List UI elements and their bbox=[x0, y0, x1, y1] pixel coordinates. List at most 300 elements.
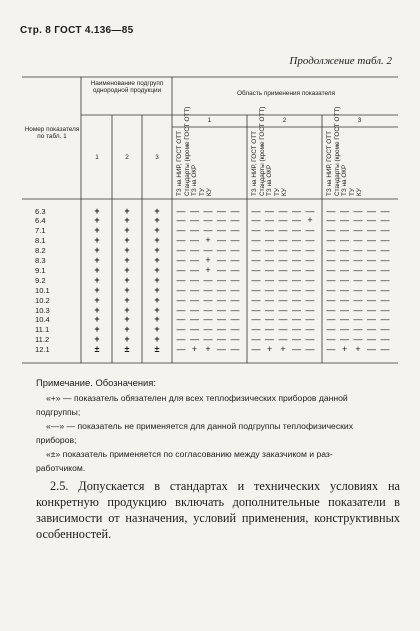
table-continuation-label: Продолжение табл. 2 bbox=[289, 55, 392, 67]
area-mark: — bbox=[340, 334, 349, 345]
area-mark: — bbox=[203, 225, 213, 236]
area-mark: — bbox=[251, 274, 261, 285]
area-mark: — bbox=[367, 264, 376, 275]
area-subcol-2-3: ТЗ на ОКР bbox=[266, 164, 273, 196]
area-subcol-1-1: ТЗ на НИР, ГОСТ ОТТ bbox=[176, 130, 183, 196]
area-mark: — bbox=[367, 215, 376, 226]
area-subcol-3-3: ТЗ на ОКР bbox=[341, 164, 348, 196]
area-subcol-3-1: ТЗ на НИР, ГОСТ ОТТ bbox=[326, 130, 333, 196]
area-mark: — bbox=[190, 284, 199, 295]
area-mark: — bbox=[251, 304, 261, 315]
area-mark: — bbox=[217, 245, 226, 256]
area-mark: — bbox=[176, 274, 186, 285]
area-subcol-2-5: КУ bbox=[281, 188, 288, 196]
row-number: 10.4 bbox=[35, 315, 50, 325]
area-mark: — bbox=[305, 255, 315, 265]
area-mark: — bbox=[265, 334, 274, 345]
area-mark: — bbox=[292, 324, 301, 335]
area-subcol-1-4: ТУ bbox=[198, 188, 206, 196]
area-mark: — bbox=[380, 215, 390, 226]
area-mark: — bbox=[265, 205, 274, 216]
group-mark: + bbox=[124, 245, 130, 256]
area-mark: — bbox=[292, 314, 301, 325]
group-mark: + bbox=[124, 264, 130, 275]
area-mark: — bbox=[230, 235, 240, 246]
area-mark: — bbox=[203, 334, 213, 345]
area-mark: + bbox=[341, 344, 348, 355]
area-mark: — bbox=[353, 334, 363, 345]
area-mark: — bbox=[353, 264, 363, 275]
area-mark: — bbox=[176, 314, 186, 325]
area-mark: — bbox=[367, 294, 376, 305]
area-mark: — bbox=[230, 344, 240, 355]
area-mark: — bbox=[353, 235, 363, 246]
area-mark: — bbox=[230, 294, 240, 305]
area-mark: — bbox=[251, 235, 261, 246]
group-mark: + bbox=[94, 294, 100, 305]
area-mark: — bbox=[292, 294, 301, 305]
group-col-1: 1 bbox=[95, 154, 99, 161]
area-mark: — bbox=[340, 215, 349, 226]
group-mark: + bbox=[94, 334, 100, 345]
number-column-header: Номер показателя по табл. 1 bbox=[24, 126, 80, 141]
area-subcol-3-2: Стандарты (кроме ГОСТ ОТТ) bbox=[333, 106, 341, 196]
row-number: 6.3 bbox=[35, 206, 46, 216]
area-mark: — bbox=[230, 304, 240, 315]
area-mark: — bbox=[367, 334, 376, 345]
area-mark: — bbox=[217, 264, 226, 275]
area-mark: — bbox=[251, 334, 261, 345]
area-mark: — bbox=[380, 314, 390, 325]
group-mark: + bbox=[154, 314, 160, 325]
area-mark: — bbox=[278, 205, 288, 216]
group-mark: + bbox=[124, 294, 130, 305]
area-mark: — bbox=[326, 284, 336, 295]
area-mark: — bbox=[251, 324, 261, 335]
area-mark: — bbox=[380, 284, 390, 295]
group-mark: + bbox=[124, 304, 130, 315]
row-number: 9.2 bbox=[35, 275, 46, 285]
area-mark: — bbox=[353, 225, 363, 236]
area-mark: — bbox=[217, 225, 226, 236]
area-mark: — bbox=[230, 334, 240, 345]
area-mark: + bbox=[205, 255, 211, 265]
area-mark: — bbox=[190, 205, 199, 216]
area-mark: — bbox=[203, 304, 213, 315]
group-mark: + bbox=[124, 334, 130, 345]
area-mark: — bbox=[353, 274, 363, 285]
area-mark: — bbox=[292, 344, 301, 355]
row-number: 10.3 bbox=[35, 305, 50, 315]
area-mark: — bbox=[203, 205, 213, 216]
area-mark: — bbox=[326, 255, 336, 265]
group-mark: ± bbox=[154, 344, 160, 355]
area-mark: — bbox=[230, 264, 240, 275]
area-mark: + bbox=[205, 235, 211, 246]
area-mark: — bbox=[340, 314, 349, 325]
area-mark: — bbox=[305, 294, 315, 305]
area-mark: — bbox=[265, 324, 274, 335]
area-mark: — bbox=[367, 344, 376, 355]
area-mark: — bbox=[251, 344, 261, 355]
area-mark: — bbox=[190, 235, 199, 246]
area-mark: — bbox=[326, 215, 336, 226]
area-mark: — bbox=[292, 284, 301, 295]
group-mark: + bbox=[124, 324, 130, 335]
area-mark: — bbox=[190, 324, 199, 335]
group-mark: + bbox=[94, 304, 100, 315]
area-mark: — bbox=[353, 324, 363, 335]
area-mark: — bbox=[265, 215, 274, 226]
area-mark: — bbox=[217, 324, 226, 335]
area-mark: — bbox=[190, 294, 199, 305]
area-mark: — bbox=[353, 255, 363, 265]
area-mark: — bbox=[230, 225, 240, 236]
area-mark: — bbox=[380, 225, 390, 236]
area-mark: — bbox=[251, 284, 261, 295]
group-mark: + bbox=[154, 225, 160, 236]
area-mark: — bbox=[278, 245, 288, 256]
area-mark: — bbox=[380, 255, 390, 265]
area-mark: — bbox=[190, 225, 199, 236]
area-subcol-2-1: ТЗ на НИР, ГОСТ ОТТ bbox=[251, 130, 258, 196]
area-mark: — bbox=[326, 294, 336, 305]
area-mark: — bbox=[251, 294, 261, 305]
row-number: 7.1 bbox=[35, 226, 46, 236]
area-mark: — bbox=[380, 205, 390, 216]
area-mark: — bbox=[305, 284, 315, 295]
area-mark: — bbox=[340, 304, 349, 315]
area-mark: — bbox=[353, 245, 363, 256]
area-mark: — bbox=[380, 274, 390, 285]
area-mark: — bbox=[230, 314, 240, 325]
area-mark: — bbox=[326, 334, 336, 345]
note-line-4: приборов; bbox=[36, 435, 77, 445]
area-group-3: 3 bbox=[357, 117, 362, 124]
area-mark: — bbox=[217, 284, 226, 295]
area-mark: — bbox=[203, 245, 213, 256]
row-number: 10.2 bbox=[35, 295, 50, 305]
row-number: 8.2 bbox=[35, 246, 46, 256]
area-mark: — bbox=[305, 304, 315, 315]
area-mark: — bbox=[326, 235, 336, 246]
area-mark: — bbox=[265, 245, 274, 256]
group-mark: + bbox=[154, 324, 160, 335]
area-mark: — bbox=[251, 255, 261, 265]
group-mark: + bbox=[94, 264, 100, 275]
area-mark: — bbox=[380, 304, 390, 315]
group-mark: + bbox=[154, 274, 160, 285]
area-mark: — bbox=[292, 235, 301, 246]
area-mark: — bbox=[367, 205, 376, 216]
area-mark: — bbox=[190, 215, 199, 226]
area-mark: — bbox=[326, 324, 336, 335]
area-mark: — bbox=[367, 324, 376, 335]
group-mark: + bbox=[94, 245, 100, 256]
row-number: 10.1 bbox=[35, 285, 50, 295]
area-mark: — bbox=[251, 314, 261, 325]
area-mark: — bbox=[367, 314, 376, 325]
area-mark: — bbox=[176, 215, 186, 226]
area-mark: + bbox=[355, 344, 361, 355]
group-mark: + bbox=[124, 274, 130, 285]
area-mark: — bbox=[326, 314, 336, 325]
area-mark: — bbox=[340, 225, 349, 236]
area-mark: — bbox=[367, 284, 376, 295]
area-mark: — bbox=[278, 324, 288, 335]
area-mark: — bbox=[367, 304, 376, 315]
note-line-2: подгруппы; bbox=[36, 407, 81, 417]
area-group-2: 2 bbox=[282, 117, 287, 124]
area-mark: — bbox=[305, 344, 315, 355]
area-mark: — bbox=[278, 255, 288, 265]
group-mark: + bbox=[154, 245, 160, 256]
area-mark: — bbox=[305, 264, 315, 275]
area-subcol-2-4: ТУ bbox=[273, 188, 281, 196]
area-mark: — bbox=[326, 264, 336, 275]
area-mark: — bbox=[176, 255, 186, 265]
area-mark: — bbox=[305, 314, 315, 325]
area-mark: — bbox=[353, 294, 363, 305]
area-mark: — bbox=[326, 225, 336, 236]
area-mark: — bbox=[353, 205, 363, 216]
area-mark: — bbox=[292, 304, 301, 315]
group-mark: + bbox=[124, 255, 130, 265]
row-number: 11.1 bbox=[35, 325, 50, 335]
area-mark: — bbox=[176, 264, 186, 275]
area-mark: — bbox=[217, 274, 226, 285]
area-mark: — bbox=[190, 334, 199, 345]
group-mark: + bbox=[154, 205, 160, 216]
area-mark: — bbox=[340, 284, 349, 295]
area-mark: — bbox=[203, 294, 213, 305]
group-mark: + bbox=[94, 324, 100, 335]
row-number: 8.1 bbox=[35, 236, 46, 246]
area-mark: — bbox=[176, 344, 186, 355]
group-mark: ± bbox=[94, 344, 100, 355]
area-mark: — bbox=[305, 245, 315, 256]
area-mark: — bbox=[340, 324, 349, 335]
area-mark: — bbox=[203, 314, 213, 325]
row-number: 11.2 bbox=[35, 335, 50, 345]
area-mark: — bbox=[278, 225, 288, 236]
group-mark: + bbox=[94, 235, 100, 246]
area-mark: — bbox=[278, 284, 288, 295]
note-line-3: «—» — показатель не применяется для данной подгруппы теплофизических bbox=[46, 421, 353, 431]
area-mark: — bbox=[292, 334, 301, 345]
area-mark: — bbox=[367, 274, 376, 285]
area-mark: — bbox=[176, 235, 186, 246]
area-mark: — bbox=[190, 274, 199, 285]
area-mark: — bbox=[292, 205, 301, 216]
area-mark: + bbox=[205, 344, 211, 355]
group-mark: + bbox=[154, 334, 160, 345]
notes-title: Примечание. Обозначения: bbox=[36, 377, 156, 388]
area-mark: — bbox=[176, 334, 186, 345]
group-mark: + bbox=[94, 255, 100, 265]
area-mark: — bbox=[353, 215, 363, 226]
area-mark: — bbox=[176, 294, 186, 305]
group-header: Наименование подгрупп однородной продукции bbox=[90, 80, 164, 95]
group-mark: + bbox=[94, 274, 100, 285]
group-mark: + bbox=[154, 255, 160, 265]
area-mark: — bbox=[265, 225, 274, 236]
area-mark: — bbox=[176, 205, 186, 216]
group-mark: + bbox=[124, 205, 130, 216]
area-subcol-1-5: КУ bbox=[206, 188, 213, 196]
area-subcol-1-2: Стандарты (кроме ГОСТ ОТТ) bbox=[183, 106, 191, 196]
area-mark: — bbox=[380, 264, 390, 275]
area-mark: — bbox=[326, 344, 336, 355]
row-number: 8.3 bbox=[35, 256, 46, 265]
area-mark: — bbox=[292, 274, 301, 285]
group-mark: + bbox=[154, 215, 160, 226]
area-mark: — bbox=[217, 314, 226, 325]
area-mark: — bbox=[230, 215, 240, 226]
area-mark: — bbox=[353, 304, 363, 315]
area-mark: — bbox=[265, 274, 274, 285]
area-mark: — bbox=[326, 304, 336, 315]
area-mark: — bbox=[305, 235, 315, 246]
area-mark: — bbox=[251, 225, 261, 236]
group-col-2: 2 bbox=[125, 154, 129, 161]
area-mark: — bbox=[292, 225, 301, 236]
area-mark: — bbox=[190, 264, 199, 275]
area-mark: + bbox=[191, 344, 198, 355]
area-mark: — bbox=[278, 314, 288, 325]
row-number: 9.1 bbox=[35, 265, 46, 275]
area-mark: — bbox=[340, 274, 349, 285]
group-mark: + bbox=[124, 284, 130, 295]
area-mark: — bbox=[217, 344, 226, 355]
area-header: Область применения показателя bbox=[237, 90, 335, 97]
note-line-5: «±» показатель применяется по согласованию между заказчиком и раз- bbox=[46, 449, 333, 459]
group-col-3: 3 bbox=[155, 154, 159, 161]
area-mark: — bbox=[230, 245, 240, 256]
area-mark: — bbox=[278, 274, 288, 285]
area-mark: — bbox=[380, 324, 390, 335]
area-mark: — bbox=[230, 274, 240, 285]
group-mark: + bbox=[154, 235, 160, 246]
area-mark: — bbox=[292, 215, 301, 226]
area-subcol-1-3: ТЗ на ОКР bbox=[191, 164, 198, 196]
area-mark: — bbox=[217, 215, 226, 226]
area-mark: — bbox=[367, 225, 376, 236]
area-mark: — bbox=[190, 314, 199, 325]
note-line-1: «+» — показатель обязателен для всех теплофизических приборов данной bbox=[46, 393, 348, 403]
group-mark: ± bbox=[124, 344, 130, 355]
area-mark: — bbox=[367, 255, 376, 265]
area-mark: — bbox=[203, 274, 213, 285]
area-mark: — bbox=[292, 245, 301, 256]
area-mark: — bbox=[265, 235, 274, 246]
area-mark: — bbox=[278, 215, 288, 226]
area-mark: — bbox=[278, 334, 288, 345]
area-mark: — bbox=[265, 294, 274, 305]
area-mark: — bbox=[265, 255, 274, 265]
area-mark: — bbox=[305, 334, 315, 345]
area-mark: — bbox=[380, 294, 390, 305]
area-mark: — bbox=[265, 304, 274, 315]
area-mark: — bbox=[217, 235, 226, 246]
area-mark: — bbox=[251, 215, 261, 226]
area-mark: — bbox=[217, 304, 226, 315]
group-mark: + bbox=[124, 314, 130, 325]
area-mark: — bbox=[217, 205, 226, 216]
group-mark: + bbox=[154, 264, 160, 275]
area-mark: — bbox=[305, 324, 315, 335]
group-mark: + bbox=[124, 225, 130, 236]
area-mark: — bbox=[190, 245, 199, 256]
area-mark: — bbox=[305, 225, 315, 236]
area-mark: — bbox=[278, 304, 288, 315]
area-mark: + bbox=[280, 344, 286, 355]
area-mark: — bbox=[326, 274, 336, 285]
area-mark: — bbox=[190, 255, 199, 265]
group-mark: + bbox=[154, 294, 160, 305]
group-mark: + bbox=[124, 235, 130, 246]
group-mark: + bbox=[154, 284, 160, 295]
area-mark: — bbox=[176, 225, 186, 236]
area-mark: — bbox=[230, 324, 240, 335]
area-mark: — bbox=[217, 294, 226, 305]
area-mark: — bbox=[340, 205, 349, 216]
area-mark: — bbox=[326, 245, 336, 256]
area-mark: — bbox=[340, 264, 349, 275]
row-number: 6.4 bbox=[35, 216, 46, 226]
area-mark: — bbox=[292, 255, 301, 265]
area-mark: — bbox=[340, 245, 349, 256]
area-mark: — bbox=[203, 284, 213, 295]
area-mark: — bbox=[326, 205, 336, 216]
area-mark: — bbox=[203, 215, 213, 226]
note-line-6: работчиком. bbox=[36, 463, 86, 473]
area-mark: — bbox=[251, 205, 261, 216]
area-mark: — bbox=[265, 284, 274, 295]
area-mark: — bbox=[230, 255, 240, 265]
area-mark: — bbox=[251, 264, 261, 275]
page-title: Стр. 8 ГОСТ 4.136—85 bbox=[20, 25, 134, 36]
area-mark: — bbox=[340, 235, 349, 246]
row-number: 12.1 bbox=[35, 345, 50, 355]
area-mark: — bbox=[380, 334, 390, 345]
area-mark: — bbox=[176, 245, 186, 256]
area-mark: — bbox=[217, 255, 226, 265]
area-mark: — bbox=[176, 284, 186, 295]
group-mark: + bbox=[94, 284, 100, 295]
group-mark: + bbox=[154, 304, 160, 315]
area-mark: — bbox=[353, 314, 363, 325]
area-mark: — bbox=[265, 314, 274, 325]
area-mark: — bbox=[380, 344, 390, 355]
group-mark: + bbox=[94, 225, 100, 236]
area-mark: + bbox=[307, 215, 313, 226]
area-group-1: 1 bbox=[207, 117, 212, 124]
area-mark: — bbox=[278, 294, 288, 305]
area-mark: — bbox=[367, 245, 376, 256]
area-mark: — bbox=[380, 245, 390, 256]
area-mark: + bbox=[266, 344, 273, 355]
area-subcol-2-2: Стандарты (кроме ГОСТ ОТТ) bbox=[258, 106, 266, 196]
group-mark: + bbox=[94, 314, 100, 325]
area-mark: — bbox=[190, 304, 199, 315]
area-mark: — bbox=[367, 235, 376, 246]
area-mark: — bbox=[292, 264, 301, 275]
area-mark: — bbox=[278, 264, 288, 275]
area-mark: — bbox=[230, 284, 240, 295]
area-mark: — bbox=[340, 255, 349, 265]
area-subcol-3-5: КУ bbox=[356, 188, 363, 196]
